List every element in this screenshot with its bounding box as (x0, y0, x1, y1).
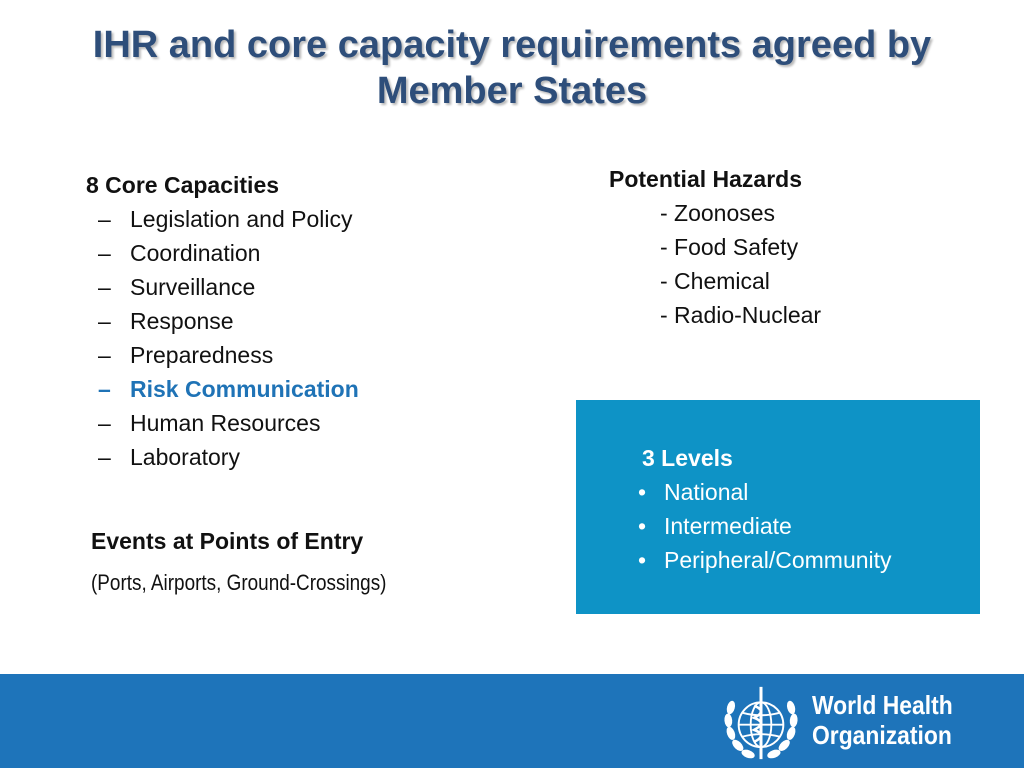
bullet-dot: • (638, 479, 647, 505)
core-capacity-item (86, 338, 359, 372)
slide-title-line-1: IHR and core capacity requirements agreed by (92, 24, 932, 66)
slide-title-line-2: Member States (376, 70, 648, 112)
core-capacity-label: Coordination (130, 240, 261, 266)
core-capacity-label: Laboratory (130, 444, 240, 470)
who-emblem-icon (718, 680, 804, 766)
level-item (638, 475, 892, 509)
core-capacity-label: Risk Communication (130, 376, 359, 402)
hazard-item: - Radio-Nuclear (660, 302, 822, 328)
core-capacity-label: Human Resources (130, 410, 321, 436)
level-item (638, 543, 892, 577)
dash-bullet: – (98, 206, 111, 232)
bullet-dot: • (638, 547, 647, 573)
hazard-item: - Chemical (660, 268, 770, 294)
slide-title (40, 22, 984, 114)
points-of-entry-subtitle: (Ports, Airports, Ground-Crossings) (91, 570, 387, 595)
core-capacity-item (86, 236, 359, 270)
level-item (638, 509, 892, 543)
core-capacities-list (86, 202, 359, 474)
core-capacity-item (86, 304, 359, 338)
core-capacity-item (86, 202, 359, 236)
core-capacity-label: Response (130, 308, 234, 334)
core-capacity-label: Preparedness (130, 342, 274, 368)
core-capacity-item (86, 440, 359, 474)
footer-bar (0, 674, 1024, 768)
level-label: Intermediate (664, 513, 792, 539)
core-capacities-section (86, 168, 359, 474)
hazard-item: - Zoonoses (660, 200, 776, 226)
level-label: National (664, 479, 749, 505)
hazard-item: - Food Safety (660, 234, 799, 260)
points-of-entry-heading: Events at Points of Entry (91, 528, 364, 554)
dash-bullet: – (98, 274, 111, 300)
core-capacity-item-highlighted (86, 372, 359, 406)
dash-bullet: – (98, 410, 111, 436)
core-capacity-label: Surveillance (130, 274, 256, 300)
potential-hazards-list (609, 196, 821, 332)
dash-bullet: – (98, 444, 111, 470)
points-of-entry-section (91, 524, 435, 598)
dash-bullet: – (98, 342, 111, 368)
core-capacity-item (86, 270, 359, 304)
who-wordmark-line-1: World Health (812, 690, 953, 720)
potential-hazards-heading: Potential Hazards (609, 166, 802, 192)
potential-hazards-section (609, 162, 821, 332)
level-label: Peripheral/Community (664, 547, 892, 573)
core-capacity-item (86, 406, 359, 440)
levels-heading: 3 Levels (642, 445, 733, 471)
core-capacity-label: Legislation and Policy (130, 206, 353, 232)
levels-box (576, 400, 980, 614)
dash-bullet: – (98, 376, 111, 402)
core-capacities-heading: 8 Core Capacities (86, 172, 280, 198)
levels-list (638, 475, 892, 577)
bullet-dot: • (638, 513, 647, 539)
who-wordmark (812, 690, 953, 750)
dash-bullet: – (98, 240, 111, 266)
dash-bullet: – (98, 308, 111, 334)
who-wordmark-line-2: Organization (812, 720, 952, 750)
